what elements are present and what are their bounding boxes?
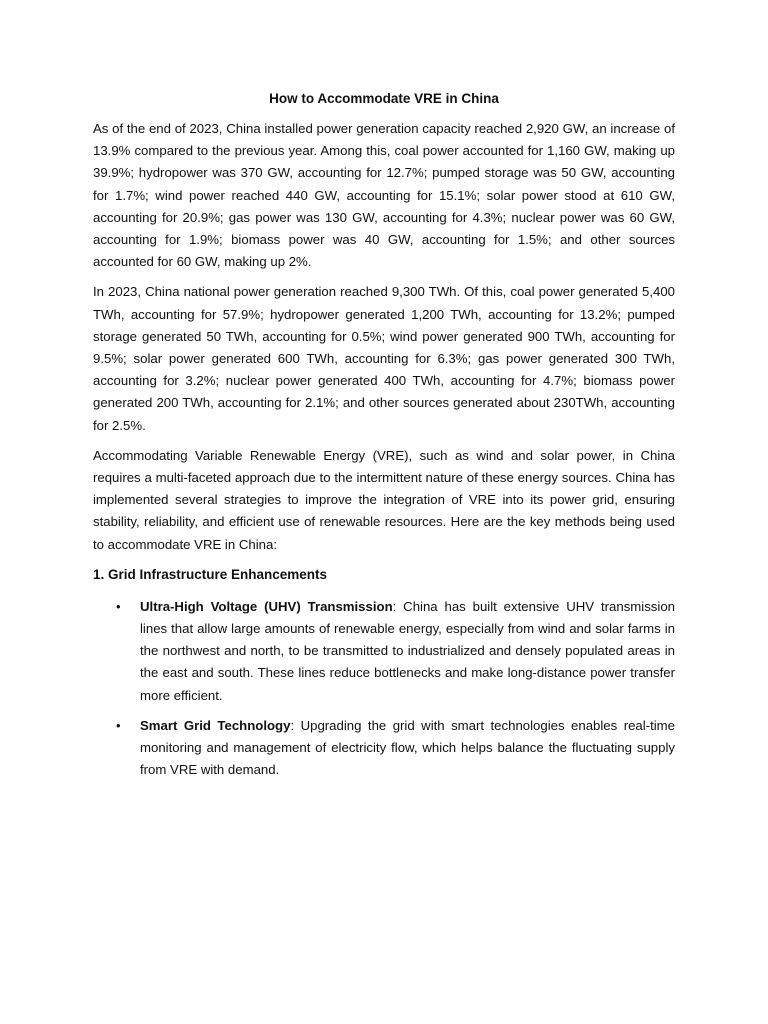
bullet-icon: • [116,598,121,614]
paragraph-generation: In 2023, China national power generation reached 9,300 TWh. Of this, coal power generated 5,400 TWh, accounting for 57.9%; hydropower generated 1,200 TWh, accounting for 13.2%; pumped storage generated 50 TWh, accounting for 0.5%; wind power generated 900 TWh, accounting for 9.5%; solar power generated 600 TWh, accounting for 6.3%; gas power generated 300 TWh, accounting for 3.2%; nuclear power generated 400 TWh, accounting for 4.7%; biomass power generated 200 TWh, accounting for 2.1%; and other sources generated about 230TWh, accounting for 2.5%. [93,284,675,433]
paragraph-capacity: As of the end of 2023, China installed power generation capacity reached 2,920 GW, an increase of 13.9% compared to the previous year. Among this, coal power accounted for 1,160 GW, making up 39.9%; hydropower was 370 GW, accounting for 12.7%; pumped storage was 50 GW, accounting for 1.7%; wind power reached 440 GW, accounting for 15.1%; solar power stood at 610 GW, accounting for 20.9%; gas power was 130 GW, accounting for 4.3%; nuclear power was 60 GW, accounting for 1.9%; biomass power was 40 GW, accounting for 1.5%; and other sources accounted for 60 GW, making up 2%. [93,121,675,270]
bullet-term: Smart Grid Technology [140,717,291,733]
bullet-term: Ultra-High Voltage (UHV) Transmission [140,598,393,614]
document-title: How to Accommodate VRE in China [269,91,499,106]
bullet-text: : China has built extensive UHV transmission lines that allow large amounts of renewable energy, especially from wind and solar farms in the northwest and north, to be transmitted to industrialized and densely populated areas in the east and south. These lines reduce bottlenecks and make long-distance power transfer more efficient. [140,598,675,703]
document-page [93,88,675,789]
section-heading-grid: 1. Grid Infrastructure Enhancements [93,566,328,582]
bullet-item-uhv [93,596,675,707]
paragraph-vre-intro: Accommodating Variable Renewable Energy (VRE), such as wind and solar power, in China requires a multi-faceted approach due to the intermittent nature of these energy sources. China has implemented several strategies to improve the integration of VRE into its power grid, ensuring stability, reliability, and efficient use of renewable resources. Here are the key methods being used to accommodate VRE in China: [93,447,675,552]
bullet-icon: • [116,717,121,733]
bullet-list [93,596,675,782]
bullet-text: : Upgrading the grid with smart technologies enables real-time monitoring and management of electricity flow, which helps balance the fluctuating supply from VRE with demand. [140,717,675,778]
bullet-item-smart-grid [93,715,675,782]
